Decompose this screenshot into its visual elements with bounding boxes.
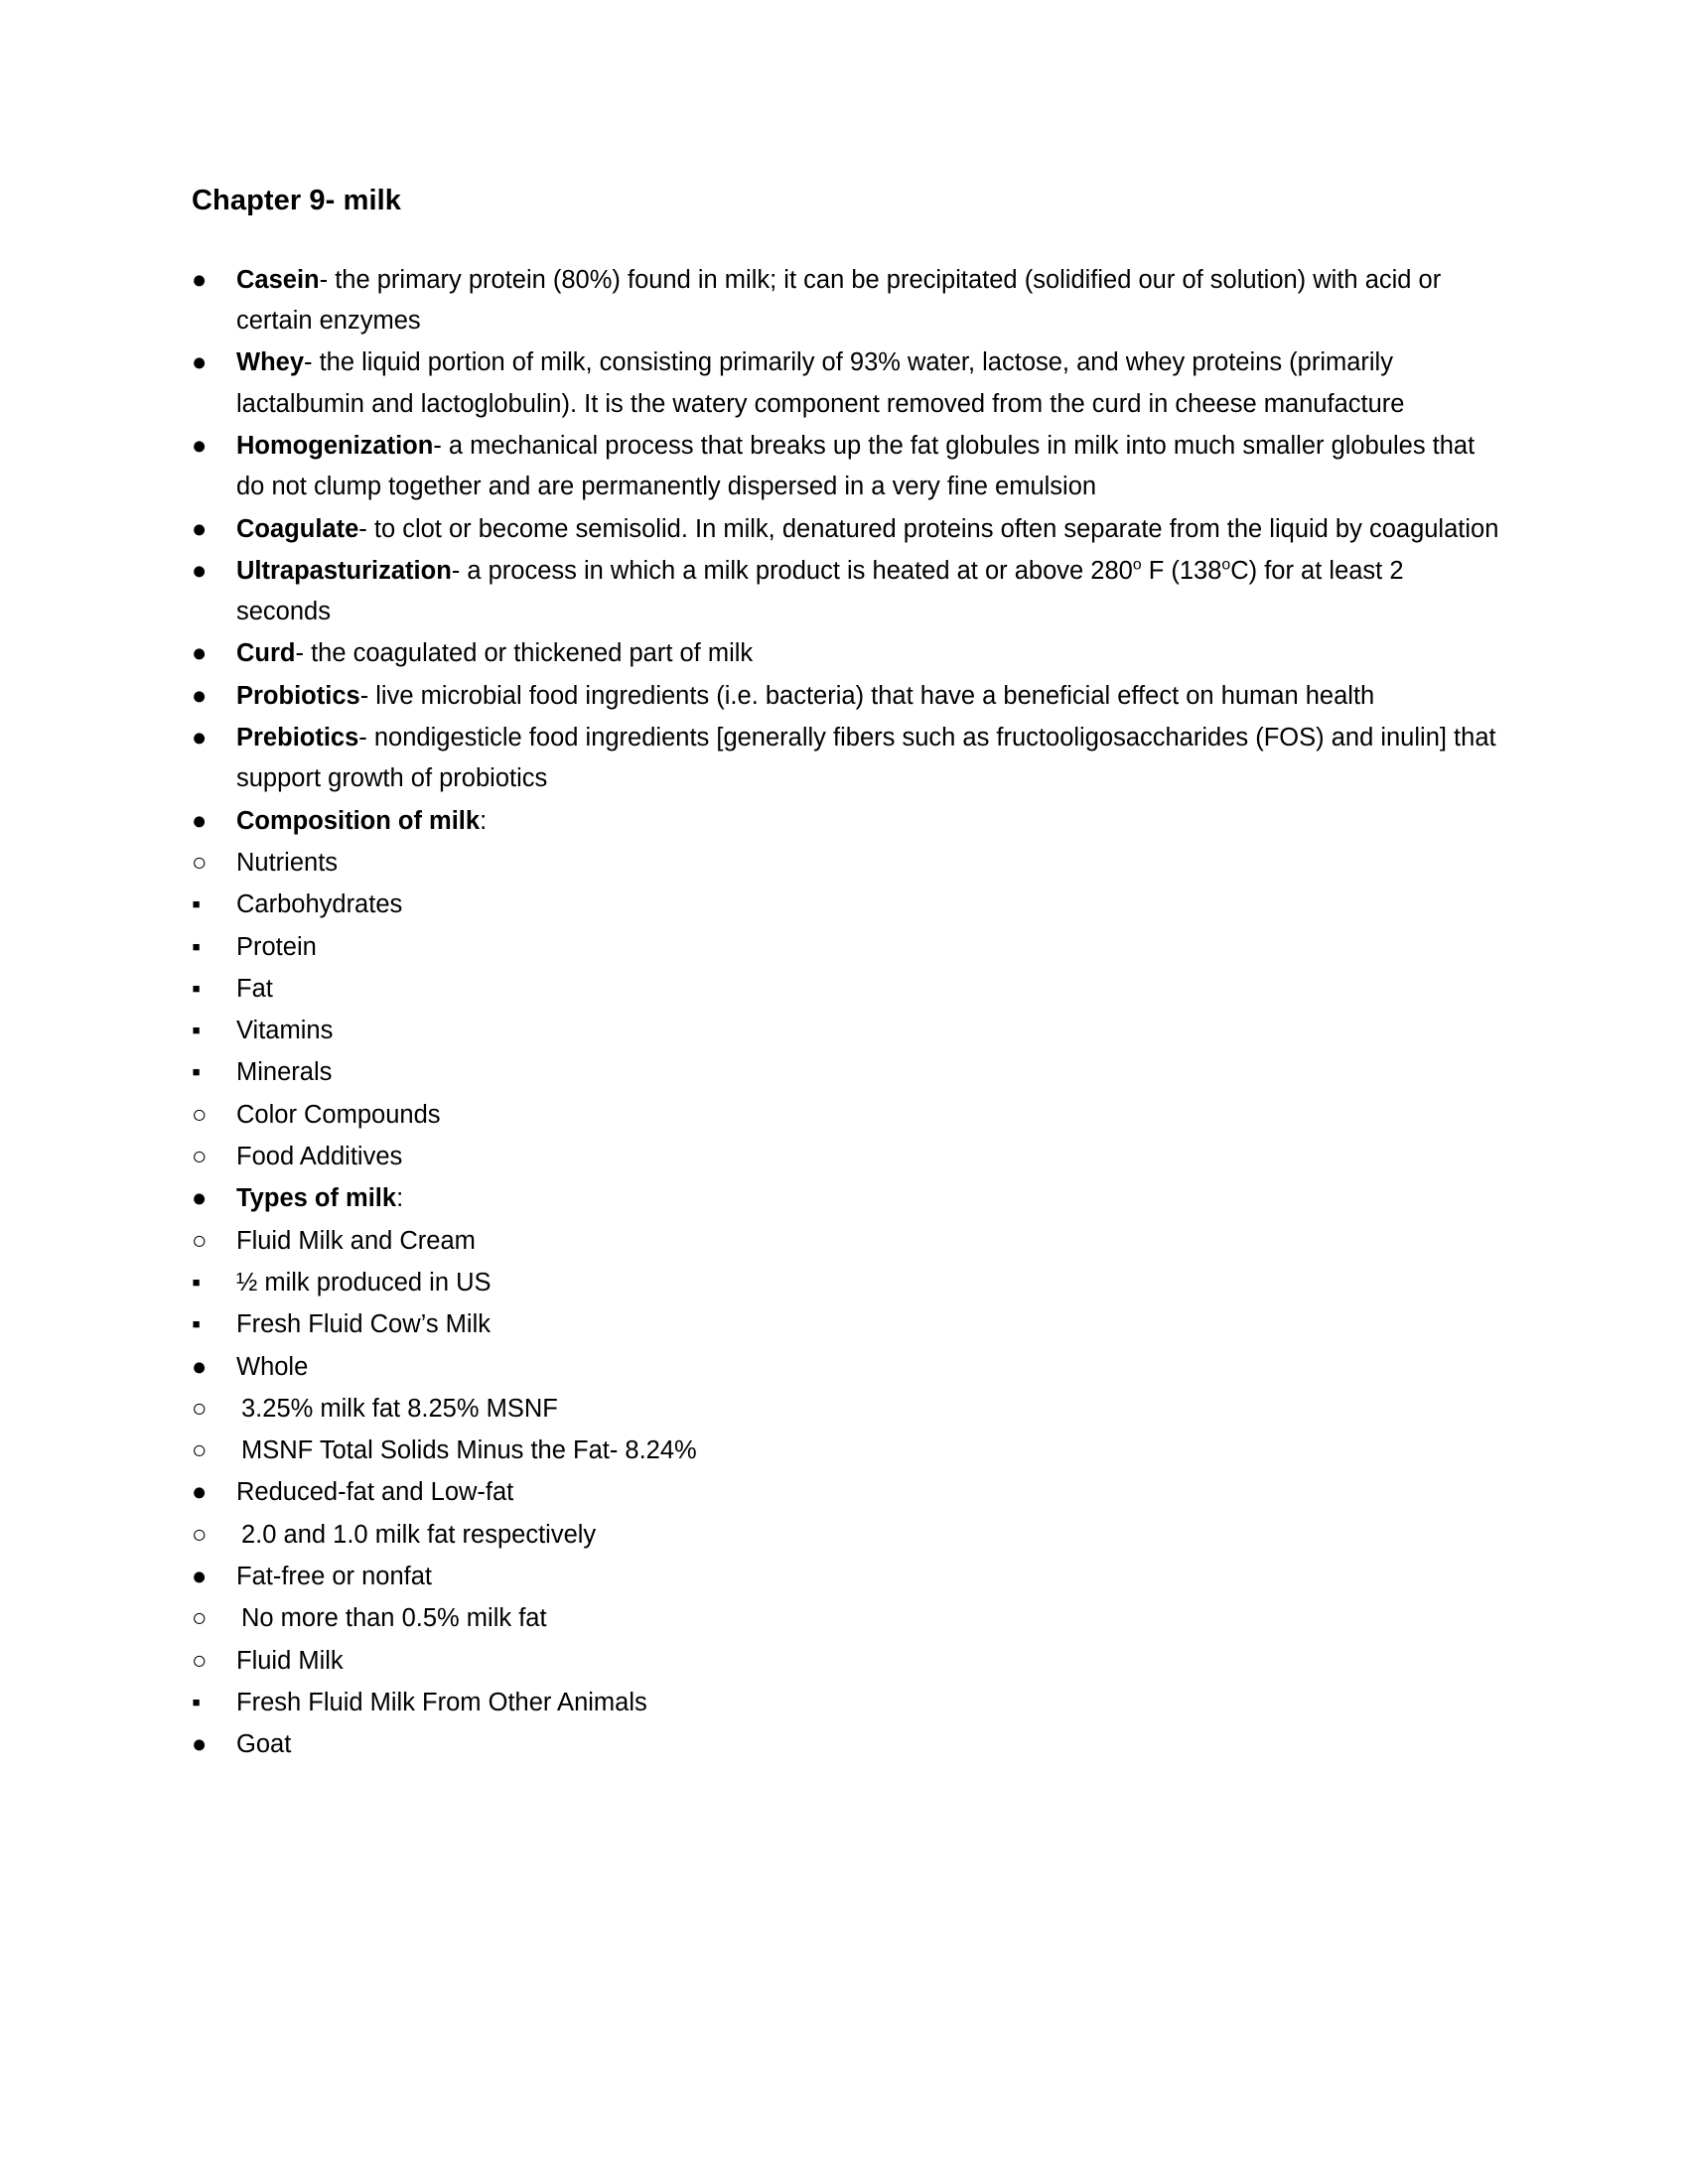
- outline-item-text: [192, 1052, 1502, 1093]
- outline-text-run: Minerals: [236, 1058, 333, 1087]
- disc-bullet-icon: ●: [192, 1184, 208, 1213]
- outline-text-run: Fat: [236, 974, 273, 1003]
- outline-text-run: - nondigesticle food ingredients [generally fibers such as fructooligosaccharides (FOS) and inulin] that support growth of probiotics: [236, 724, 1496, 793]
- outline-text-run: - live microbial food ingredients (i.e. bacteria) that have a beneficial effect on human health: [359, 681, 1375, 710]
- square-bullet-icon: ▪: [192, 1017, 202, 1045]
- outline-text-run: Fluid Milk and Cream: [236, 1226, 476, 1255]
- outline-text-run: C) for at least 2 seconds: [236, 556, 1404, 626]
- circle-bullet-icon: ○: [192, 1520, 208, 1549]
- circle-bullet-icon: ○: [192, 1143, 208, 1171]
- outline-term: Composition of milk: [236, 806, 481, 835]
- disc-bullet-icon: ●: [192, 639, 208, 668]
- outline-item: [192, 1052, 1502, 1093]
- outline-text-run: :: [480, 806, 488, 835]
- outline-text-run: - the coagulated or thickened part of milk: [295, 639, 754, 668]
- disc-bullet-icon: ●: [192, 1478, 208, 1507]
- circle-bullet-icon: ○: [192, 848, 208, 877]
- outline-term: Types of milk: [236, 1184, 397, 1213]
- outline-item-text: [192, 927, 1502, 968]
- disc-bullet-icon: ●: [192, 556, 208, 585]
- outline-item: [192, 1724, 1502, 1765]
- outline-term: Ultrapasturization: [236, 556, 452, 585]
- outline-text-run: - a mechanical process that breaks up the fat globules in milk into much smaller globules that do not clump together and are permanently dispersed in a very fine emulsion: [236, 431, 1476, 501]
- disc-bullet-icon: ●: [192, 1730, 208, 1759]
- disc-bullet-icon: ●: [192, 1352, 208, 1381]
- outline-text-run: F (138: [1141, 556, 1222, 585]
- outline-item: [192, 633, 1502, 674]
- outline-term: Curd: [236, 639, 296, 668]
- outline-item-text: [192, 1724, 1502, 1765]
- outline-item-text: [192, 718, 1502, 800]
- outline-item: [192, 1431, 1502, 1471]
- outline-item: [192, 1389, 1502, 1430]
- outline-term: Whey: [236, 348, 305, 377]
- outline-item: [192, 969, 1502, 1010]
- outline-item-text: [192, 633, 1502, 674]
- outline-item-text: [192, 551, 1502, 633]
- outline-text-run: 3.25% milk fat 8.25% MSNF: [241, 1394, 558, 1423]
- outline-text-run: 2.0 and 1.0 milk fat respectively: [241, 1520, 597, 1549]
- disc-bullet-icon: ●: [192, 348, 208, 377]
- circle-bullet-icon: ○: [192, 1394, 208, 1423]
- outline-item-text: [192, 1347, 1502, 1388]
- outline-item: [192, 1641, 1502, 1682]
- outline-item-text: [192, 1472, 1502, 1513]
- document-body: [192, 184, 1502, 1766]
- outline-text-run: Protein: [236, 932, 317, 961]
- outline-item-text: [192, 1389, 1502, 1430]
- outline-item: [192, 1683, 1502, 1723]
- outline-item: [192, 927, 1502, 968]
- outline-item-text: [192, 1683, 1502, 1723]
- outline-text-run: ½ milk produced in US: [236, 1268, 492, 1297]
- outline-item-text: [192, 1011, 1502, 1051]
- outline-text-run: MSNF Total Solids Minus the Fat- 8.24%: [241, 1436, 697, 1465]
- outline-item: [192, 1095, 1502, 1136]
- outline-item-text: [192, 1263, 1502, 1303]
- outline-list: [192, 260, 1502, 1766]
- outline-text-run: - to clot or become semisolid. In milk, denatured proteins often separate from the liquid by coagulation: [358, 514, 1499, 543]
- outline-term: Casein: [236, 265, 320, 294]
- outline-item-text: [192, 1557, 1502, 1597]
- outline-item: [192, 260, 1502, 342]
- outline-item: [192, 1011, 1502, 1051]
- square-bullet-icon: ▪: [192, 1268, 202, 1297]
- outline-text-run: Whole: [236, 1352, 309, 1381]
- circle-bullet-icon: ○: [192, 1436, 208, 1465]
- circle-bullet-icon: ○: [192, 1646, 208, 1675]
- outline-item-text: [192, 426, 1502, 508]
- square-bullet-icon: ▪: [192, 1058, 202, 1087]
- degree-superscript: o: [1221, 556, 1231, 574]
- outline-item-text: [192, 1178, 1502, 1219]
- outline-text-run: Carbohydrates: [236, 890, 403, 919]
- outline-item: [192, 1347, 1502, 1388]
- disc-bullet-icon: ●: [192, 514, 208, 543]
- outline-text-run: Reduced-fat and Low-fat: [236, 1478, 514, 1507]
- outline-term: Probiotics: [236, 681, 360, 710]
- disc-bullet-icon: ●: [192, 724, 208, 752]
- outline-text-run: :: [396, 1184, 404, 1213]
- outline-item-text: [192, 1304, 1502, 1345]
- outline-item-text: [192, 885, 1502, 925]
- outline-term: Homogenization: [236, 431, 434, 460]
- disc-bullet-icon: ●: [192, 806, 208, 835]
- square-bullet-icon: ▪: [192, 974, 202, 1003]
- outline-item-text: [192, 1095, 1502, 1136]
- outline-item: [192, 551, 1502, 633]
- page-title: Chapter 9- milk: [192, 185, 401, 216]
- outline-item-text: [192, 509, 1502, 550]
- outline-text-run: Nutrients: [236, 848, 339, 877]
- outline-text-run: No more than 0.5% milk fat: [241, 1604, 547, 1633]
- outline-item: [192, 885, 1502, 925]
- outline-item: [192, 676, 1502, 717]
- outline-item-text: [192, 1221, 1502, 1262]
- degree-superscript: o: [1132, 556, 1142, 574]
- outline-item-text: [192, 1641, 1502, 1682]
- outline-item: [192, 342, 1502, 425]
- square-bullet-icon: ▪: [192, 932, 202, 961]
- outline-item: [192, 1472, 1502, 1513]
- outline-term: Coagulate: [236, 514, 359, 543]
- outline-item: [192, 801, 1502, 842]
- outline-item-text: [192, 260, 1502, 342]
- square-bullet-icon: ▪: [192, 1310, 202, 1339]
- disc-bullet-icon: ●: [192, 681, 208, 710]
- outline-text-run: Vitamins: [236, 1017, 334, 1045]
- outline-item: [192, 1263, 1502, 1303]
- outline-text-run: - the liquid portion of milk, consisting primarily of 93% water, lactose, and whey proteins (primarily lactalbumin and lactoglobulin). It is the watery component removed from the curd in cheese manufacture: [236, 348, 1405, 418]
- outline-text-run: Fluid Milk: [236, 1646, 344, 1675]
- outline-text-run: Goat: [236, 1730, 292, 1759]
- outline-item: [192, 1221, 1502, 1262]
- outline-text-run: - the primary protein (80%) found in milk; it can be precipitated (solidified our of solution) with acid or certain enzymes: [236, 265, 1442, 336]
- outline-item: [192, 843, 1502, 884]
- outline-item: [192, 1178, 1502, 1219]
- outline-item: [192, 1598, 1502, 1639]
- square-bullet-icon: ▪: [192, 1688, 202, 1716]
- circle-bullet-icon: ○: [192, 1100, 208, 1129]
- outline-item-text: [192, 1515, 1502, 1556]
- outline-item-text: [192, 969, 1502, 1010]
- outline-item: [192, 1137, 1502, 1177]
- outline-text-run: Color Compounds: [236, 1100, 441, 1129]
- outline-item: [192, 1304, 1502, 1345]
- disc-bullet-icon: ●: [192, 1563, 208, 1590]
- outline-text-run: Fresh Fluid Cow’s Milk: [236, 1310, 491, 1339]
- outline-item: [192, 1515, 1502, 1556]
- outline-item-text: [192, 342, 1502, 425]
- disc-bullet-icon: ●: [192, 431, 208, 460]
- outline-item-text: [192, 1598, 1502, 1639]
- circle-bullet-icon: ○: [192, 1226, 208, 1255]
- disc-bullet-icon: ●: [192, 265, 208, 294]
- outline-item: [192, 509, 1502, 550]
- outline-item-text: [192, 801, 1502, 842]
- outline-text-run: Food Additives: [236, 1143, 403, 1171]
- square-bullet-icon: ▪: [192, 890, 202, 919]
- outline-item-text: [192, 676, 1502, 717]
- outline-text-run: Fat-free or nonfat: [236, 1563, 433, 1590]
- outline-item: [192, 426, 1502, 508]
- outline-item: [192, 1557, 1502, 1597]
- outline-text-run: - a process in which a milk product is heated at or above 280: [451, 556, 1133, 585]
- outline-term: Prebiotics: [236, 724, 359, 752]
- outline-text-run: Fresh Fluid Milk From Other Animals: [236, 1688, 647, 1716]
- circle-bullet-icon: ○: [192, 1604, 208, 1633]
- outline-item-text: [192, 1431, 1502, 1471]
- outline-item-text: [192, 843, 1502, 884]
- outline-item-text: [192, 1137, 1502, 1177]
- outline-item: [192, 718, 1502, 800]
